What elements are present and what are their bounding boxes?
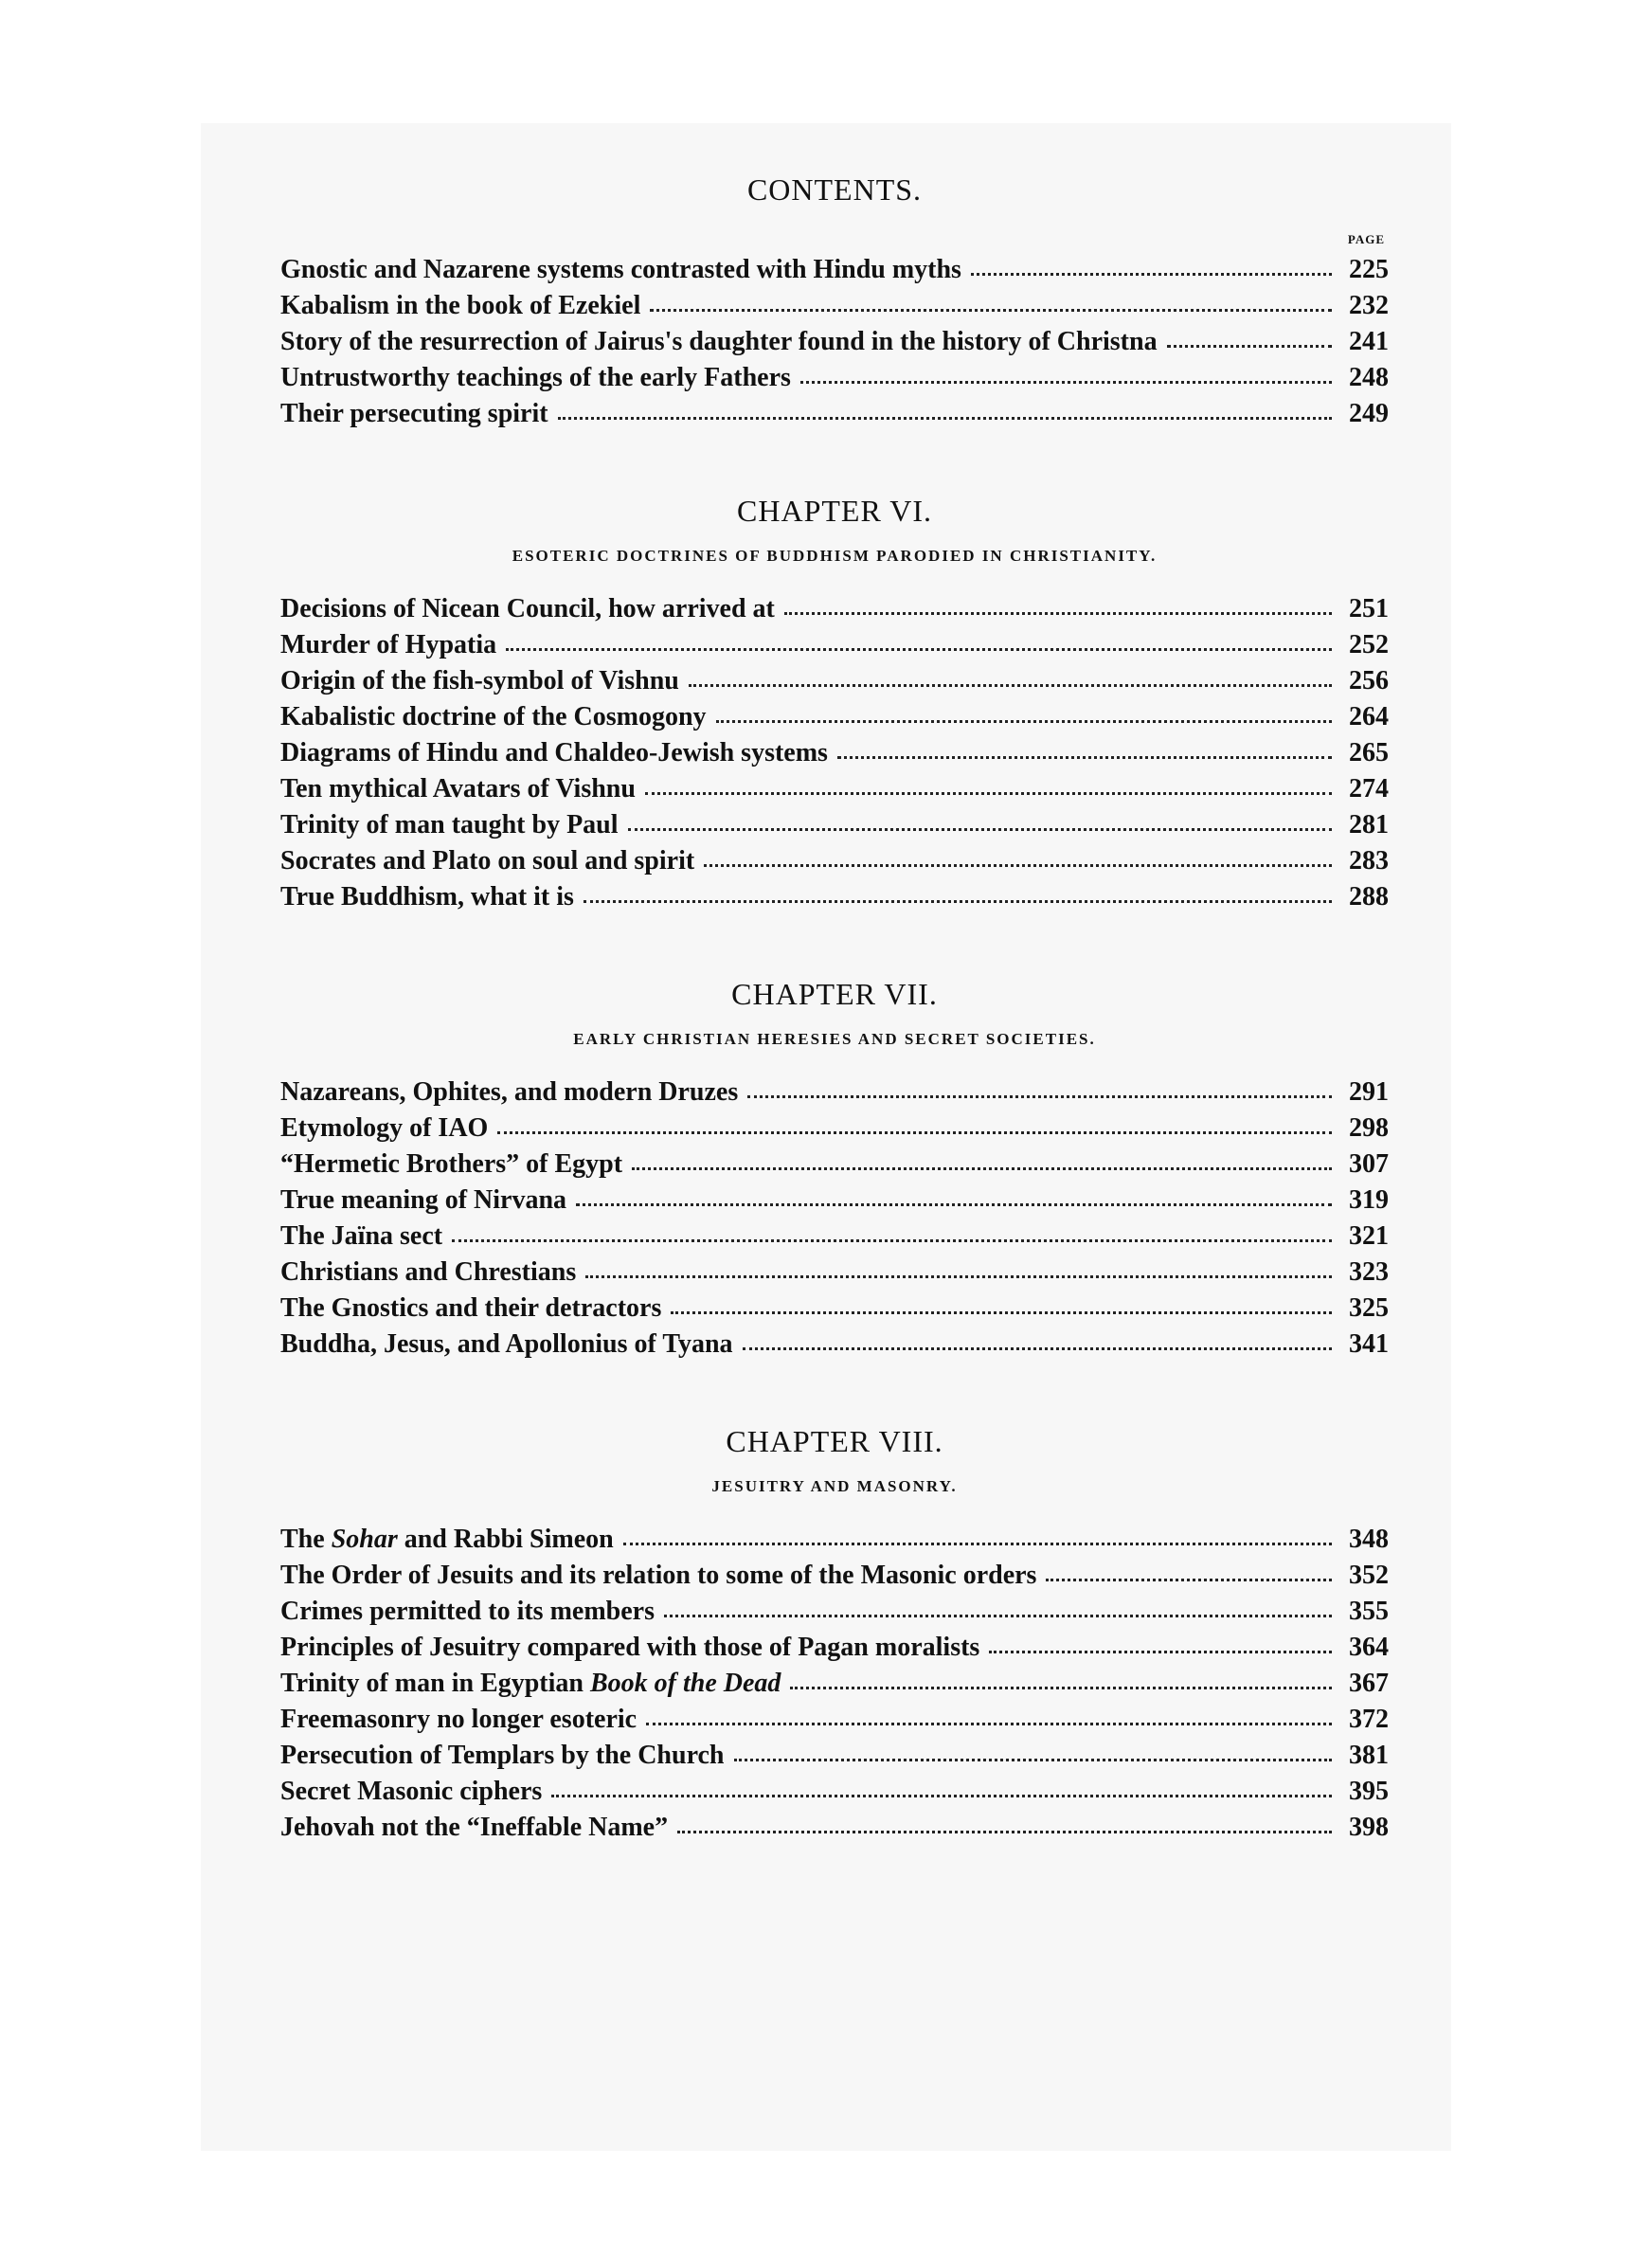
chapters-container [280, 489, 1389, 1846]
entry-title: Christians and Chrestians [280, 1257, 577, 1287]
entry-page-number: 288 [1349, 882, 1389, 912]
chapter-section [280, 1419, 1389, 1846]
entry-title: Trinity of man in Egyptian Book of the Dead [280, 1669, 781, 1698]
toc-entry [280, 396, 1389, 432]
entry-page-number: 355 [1349, 1597, 1389, 1626]
chapter-heading: CHAPTER VIII. [726, 1424, 943, 1458]
entry-page-number: 323 [1349, 1257, 1389, 1287]
chapter-section [280, 489, 1389, 915]
dot-leader [664, 1592, 1332, 1617]
dot-leader [800, 358, 1332, 384]
entry-title: Socrates and Plato on soul and spirit [280, 846, 695, 876]
entry-page-number: 265 [1349, 738, 1389, 767]
dot-leader [576, 1181, 1332, 1206]
toc-entry [280, 1074, 1389, 1110]
chapter-heading: CHAPTER VII. [731, 977, 938, 1011]
entry-page-number: 252 [1349, 630, 1389, 659]
opening-entries [280, 252, 1389, 432]
dot-leader [734, 1736, 1333, 1761]
dot-leader [632, 1145, 1332, 1170]
dot-leader [689, 661, 1332, 687]
entry-title: The Gnostics and their detractors [280, 1293, 662, 1323]
dot-leader [497, 1109, 1332, 1134]
entry-title: True meaning of Nirvana [280, 1185, 567, 1215]
toc-entry [280, 324, 1389, 360]
entry-title: Untrustworthy teachings of the early Fathers [280, 363, 791, 392]
entry-page-number: 298 [1349, 1113, 1389, 1143]
dot-leader [989, 1628, 1332, 1653]
toc-entry [280, 843, 1389, 879]
entry-title: Freemasonry no longer esoteric [280, 1705, 637, 1734]
entry-page-number: 283 [1349, 846, 1389, 876]
entry-title: Secret Masonic ciphers [280, 1777, 543, 1806]
toc-entry [280, 1183, 1389, 1219]
toc-entry [280, 1558, 1389, 1594]
entry-title: The Sohar and Rabbi Simeon [280, 1525, 614, 1554]
toc-entry [280, 591, 1389, 627]
entry-page-number: 251 [1349, 594, 1389, 623]
entry-page-number: 307 [1349, 1149, 1389, 1179]
entry-page-number: 352 [1349, 1561, 1389, 1590]
entry-page-number: 381 [1349, 1741, 1389, 1770]
chapter-heading: CHAPTER VI. [737, 494, 932, 528]
toc-entry [280, 288, 1389, 324]
toc-entry [280, 627, 1389, 663]
entry-page-number: 319 [1349, 1185, 1389, 1215]
entry-page-number: 341 [1349, 1329, 1389, 1359]
toc-entry [280, 735, 1389, 771]
entry-title: Crimes permitted to its members [280, 1597, 655, 1626]
toc-entry [280, 1702, 1389, 1738]
entry-title: Diagrams of Hindu and Chaldeo-Jewish systems [280, 738, 828, 767]
toc-entry [280, 252, 1389, 288]
entry-page-number: 241 [1349, 327, 1389, 356]
entry-title: Their persecuting spirit [280, 399, 548, 428]
entry-title: Kabalistic doctrine of the Cosmogony [280, 702, 707, 731]
dot-leader [716, 697, 1332, 723]
dot-leader [704, 841, 1332, 867]
page-column-label: PAGE [1347, 232, 1385, 246]
entry-title: Origin of the fish-symbol of Vishnu [280, 666, 679, 695]
entry-title: Jehovah not the “Ineffable Name” [280, 1813, 669, 1842]
toc-entry [280, 1147, 1389, 1183]
dot-leader [650, 286, 1332, 312]
entry-title: “Hermetic Brothers” of Egypt [280, 1149, 623, 1179]
entry-page-number: 325 [1349, 1293, 1389, 1323]
entry-page-number: 256 [1349, 666, 1389, 695]
entry-page-number: 395 [1349, 1777, 1389, 1806]
entry-page-number: 348 [1349, 1525, 1389, 1554]
entry-title: Buddha, Jesus, and Apollonius of Tyana [280, 1329, 733, 1359]
entry-page-number: 264 [1349, 702, 1389, 731]
dot-leader [452, 1217, 1332, 1242]
toc-entry [280, 771, 1389, 807]
dot-leader [784, 589, 1332, 615]
chapter-subtitle: ESOTERIC DOCTRINES OF BUDDHISM PARODIED IN CHRISTIANITY. [512, 547, 1158, 565]
dot-leader [677, 1808, 1332, 1833]
dot-leader [790, 1664, 1332, 1689]
entry-page-number: 321 [1349, 1221, 1389, 1251]
entry-page-number: 367 [1349, 1669, 1389, 1698]
entry-title: Principles of Jesuitry compared with those of Pagan moralists [280, 1633, 980, 1662]
toc-entry [280, 360, 1389, 396]
entry-page-number: 372 [1349, 1705, 1389, 1734]
toc-entry [280, 1774, 1389, 1810]
contents-section [280, 167, 1389, 1846]
toc-entry [280, 663, 1389, 699]
toc-entry [280, 1738, 1389, 1774]
entry-list [280, 1074, 1389, 1363]
page-title: CONTENTS. [746, 172, 923, 207]
dot-leader [1046, 1556, 1332, 1581]
entry-page-number: 248 [1349, 363, 1389, 392]
entry-page-number: 225 [1349, 255, 1389, 284]
toc-entry [280, 807, 1389, 843]
dot-leader [628, 805, 1332, 831]
entry-title: Nazareans, Ophites, and modern Druzes [280, 1077, 739, 1107]
entry-title: The Jaïna sect [280, 1221, 443, 1251]
entry-title: Trinity of man taught by Paul [280, 810, 619, 840]
chapter-section [280, 972, 1389, 1363]
entry-list [280, 591, 1389, 915]
dot-leader [558, 394, 1332, 420]
entry-page-number: 281 [1349, 810, 1389, 840]
dot-leader [747, 1073, 1332, 1098]
entry-title: Decisions of Nicean Council, how arrived at [280, 594, 775, 623]
dot-leader [623, 1520, 1332, 1545]
dot-leader [585, 1253, 1332, 1278]
dot-leader [743, 1325, 1332, 1350]
dot-leader [645, 769, 1332, 795]
dot-leader [551, 1772, 1332, 1797]
toc-entry [280, 1219, 1389, 1255]
entry-page-number: 398 [1349, 1813, 1389, 1842]
toc-entry [280, 1630, 1389, 1666]
dot-leader [671, 1289, 1332, 1314]
entry-title: Ten mythical Avatars of Vishnu [280, 774, 636, 803]
entry-list [280, 252, 1389, 432]
dot-leader [837, 733, 1332, 759]
toc-entry [280, 1666, 1389, 1702]
dot-leader [646, 1700, 1332, 1725]
entry-title: Persecution of Templars by the Church [280, 1741, 725, 1770]
chapter-subtitle: JESUITRY AND MASONRY. [711, 1477, 958, 1495]
toc-entry [280, 1327, 1389, 1363]
entry-page-number: 232 [1349, 291, 1389, 320]
chapter-subtitle: EARLY CHRISTIAN HERESIES AND SECRET SOCIETIES. [573, 1030, 1096, 1048]
entry-page-number: 291 [1349, 1077, 1389, 1107]
dot-leader [1167, 322, 1332, 348]
toc-entry [280, 1522, 1389, 1558]
entry-list [280, 1522, 1389, 1846]
entry-title: True Buddhism, what it is [280, 882, 574, 912]
entry-page-number: 364 [1349, 1633, 1389, 1662]
entry-title: Murder of Hypatia [280, 630, 497, 659]
entry-title: Kabalism in the book of Ezekiel [280, 291, 641, 320]
toc-entry [280, 1291, 1389, 1327]
entry-title: Gnostic and Nazarene systems contrasted with Hindu myths [280, 255, 961, 284]
entry-title: The Order of Jesuits and its relation to some of the Masonic orders [280, 1561, 1037, 1590]
toc-entry [280, 1110, 1389, 1147]
dot-leader [971, 250, 1332, 276]
toc-entry [280, 1255, 1389, 1291]
dot-leader [506, 625, 1332, 651]
entry-title: Etymology of IAO [280, 1113, 489, 1143]
dot-leader [584, 877, 1332, 903]
toc-entry [280, 1594, 1389, 1630]
toc-entry [280, 699, 1389, 735]
entry-title: Story of the resurrection of Jairus's daughter found in the history of Christna [280, 327, 1158, 356]
entry-page-number: 274 [1349, 774, 1389, 803]
toc-entry [280, 879, 1389, 915]
entry-page-number: 249 [1349, 399, 1389, 428]
toc-entry [280, 1810, 1389, 1846]
